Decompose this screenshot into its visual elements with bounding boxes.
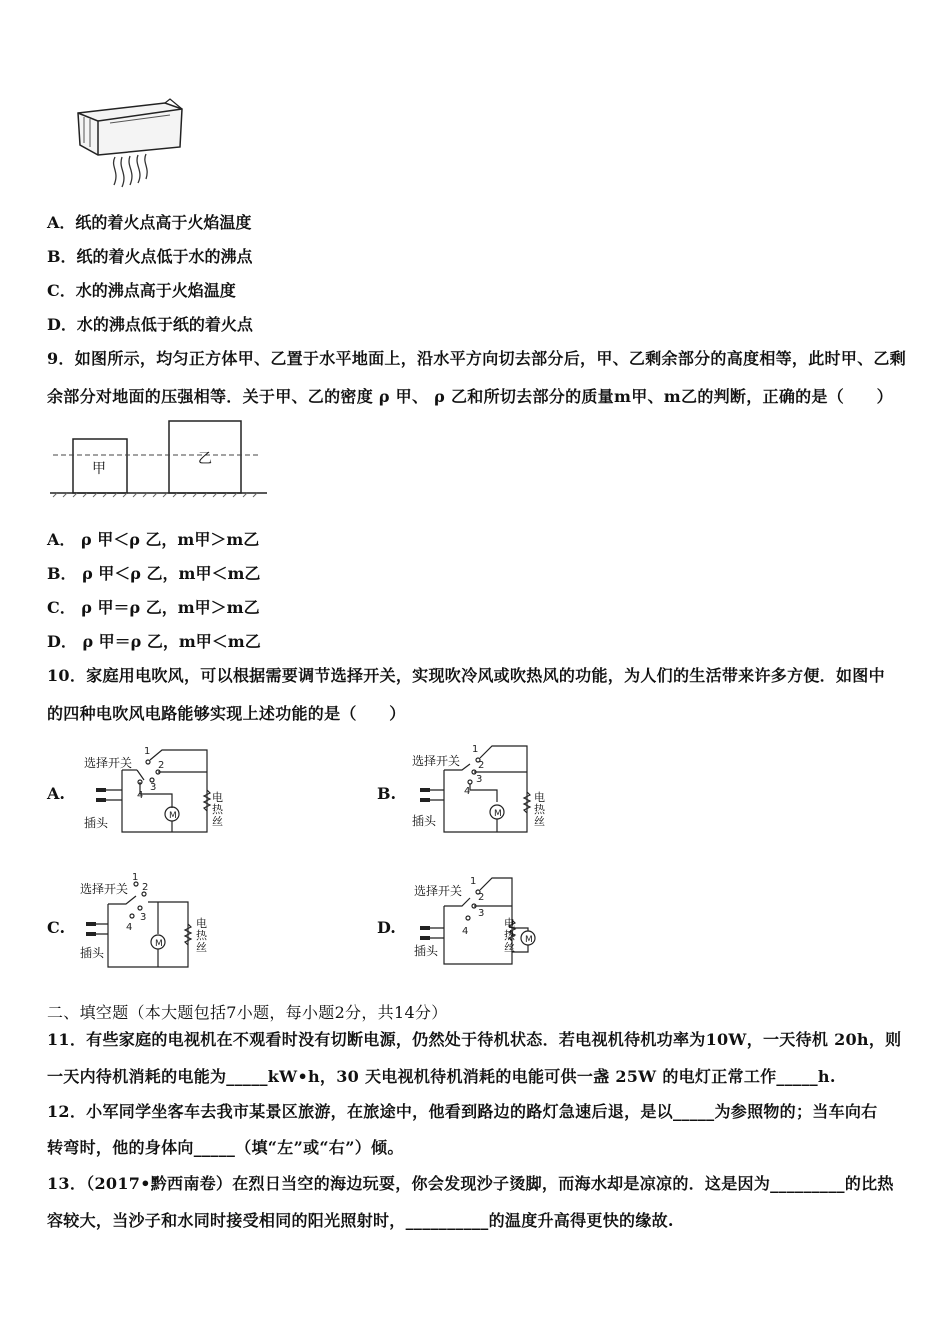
svg-text:3: 3	[478, 908, 485, 919]
plug-label: 插头	[412, 814, 437, 828]
q10-option-a-label: A.	[47, 784, 65, 803]
circuit-a	[82, 742, 232, 842]
svg-text:4: 4	[464, 786, 471, 797]
svg-text:M: M	[169, 811, 177, 821]
q12-line2: 转弯时，他的身体向_____（填“左”或“右”）倾。	[47, 1138, 404, 1157]
q8-option-c: C．水的沸点高于火焰温度	[47, 281, 236, 300]
q13-line1: 13．（2017•黔西南卷）在烈日当空的海边玩耍，你会发现沙子烫脚，而海水却是凉凉的．这是因为_________的比热	[47, 1174, 894, 1193]
q12-line1: 12．小军同学坐客车去我市某景区旅游，在旅途中，他看到路边的路灯急速后退，是以_____为参照物的；当车向右	[47, 1102, 878, 1121]
heater-label: 电 热 丝	[534, 791, 545, 828]
circuit-b	[412, 742, 562, 842]
q9-stem-line2: 余部分对地面的压强相等．关于甲、乙的密度 ρ 甲、 ρ 乙和所切去部分的质量m甲、m乙的判断，正确的是（ ）	[47, 387, 893, 406]
paper-box-figure	[70, 95, 190, 195]
svg-text:1: 1	[470, 876, 477, 887]
svg-text:4: 4	[137, 790, 144, 801]
q8-option-b: B．纸的着火点低于水的沸点	[47, 247, 253, 266]
q11-line1: 11．有些家庭的电视机在不观看时没有切断电源，仍然处于待机状态．若电视机待机功率为10W，一天待机 20h，则	[47, 1030, 902, 1049]
q10-stem-line2: 的四种电吹风电路能够实现上述功能的是（ ）	[47, 704, 406, 723]
svg-text:1: 1	[144, 746, 151, 757]
svg-text:2: 2	[478, 892, 485, 903]
q9-option-b: B． ρ 甲＜ρ 乙，m甲＜m乙	[47, 564, 261, 583]
circuit-c	[78, 872, 238, 972]
svg-text:4: 4	[126, 922, 133, 933]
svg-text:M: M	[494, 809, 502, 819]
heater-label: 电 热 丝	[504, 917, 515, 954]
q11-line2: 一天内待机消耗的电能为_____kW•h，30 天电视机待机消耗的电能可供一盏 25W 的电灯正常工作_____h.	[47, 1067, 836, 1086]
q10-option-b-label: B.	[377, 784, 397, 803]
svg-text:M: M	[525, 935, 533, 945]
heater-label: 电 热 丝	[196, 917, 207, 954]
switch-label: 选择开关	[80, 882, 129, 896]
plug-label: 插头	[414, 944, 439, 958]
q8-option-a: A．纸的着火点高于火焰温度	[47, 213, 252, 232]
q10-option-c-label: C.	[47, 918, 66, 937]
q9-option-d: D． ρ 甲＝ρ 乙，m甲＜m乙	[47, 632, 261, 651]
svg-text:3: 3	[476, 774, 483, 785]
svg-text:3: 3	[140, 912, 147, 923]
section2-heading: 二、填空题（本大题包括7小题，每小题2分，共14分）	[47, 1003, 448, 1022]
svg-text:M: M	[155, 939, 163, 949]
switch-label: 选择开关	[414, 884, 463, 898]
svg-text:1: 1	[132, 872, 139, 883]
switch-label: 选择开关	[412, 754, 461, 768]
q8-option-d: D．水的沸点低于纸的着火点	[47, 315, 253, 334]
heater-label: 电 热 丝	[212, 791, 223, 828]
svg-text:3: 3	[150, 782, 157, 793]
circuit-d	[412, 872, 562, 972]
svg-text:2: 2	[158, 760, 165, 771]
q10-stem-line1: 10．家庭用电吹风，可以根据需要调节选择开关，实现吹冷风或吹热风的功能，为人们的生活带来许多方便．如图中	[47, 666, 885, 685]
q9-option-a: A． ρ 甲＜ρ 乙，m甲＞m乙	[47, 530, 260, 549]
svg-text:1: 1	[472, 744, 479, 755]
switch-label: 选择开关	[84, 756, 133, 770]
block-yi-label: 乙	[198, 451, 212, 467]
q9-option-c: C． ρ 甲＝ρ 乙，m甲＞m乙	[47, 598, 260, 617]
plug-label: 插头	[84, 816, 109, 830]
svg-text:4: 4	[462, 926, 469, 937]
paper-box-boiling-water-illustration	[70, 95, 190, 195]
q9-stem-line1: 9．如图所示，均匀正方体甲、乙置于水平地面上，沿水平方向切去部分后，甲、乙剩余部分的高度相等，此时甲、乙剩	[47, 349, 907, 368]
q9-blocks-figure	[45, 418, 275, 500]
block-jia-label: 甲	[92, 461, 106, 477]
q13-line2: 容较大，当沙子和水同时接受相同的阳光照射时，__________的温度升高得更快的缘故.	[47, 1211, 674, 1230]
svg-text:2: 2	[142, 882, 149, 893]
q10-option-d-label: D.	[377, 918, 396, 937]
plug-label: 插头	[80, 946, 105, 960]
svg-text:2: 2	[478, 760, 485, 771]
